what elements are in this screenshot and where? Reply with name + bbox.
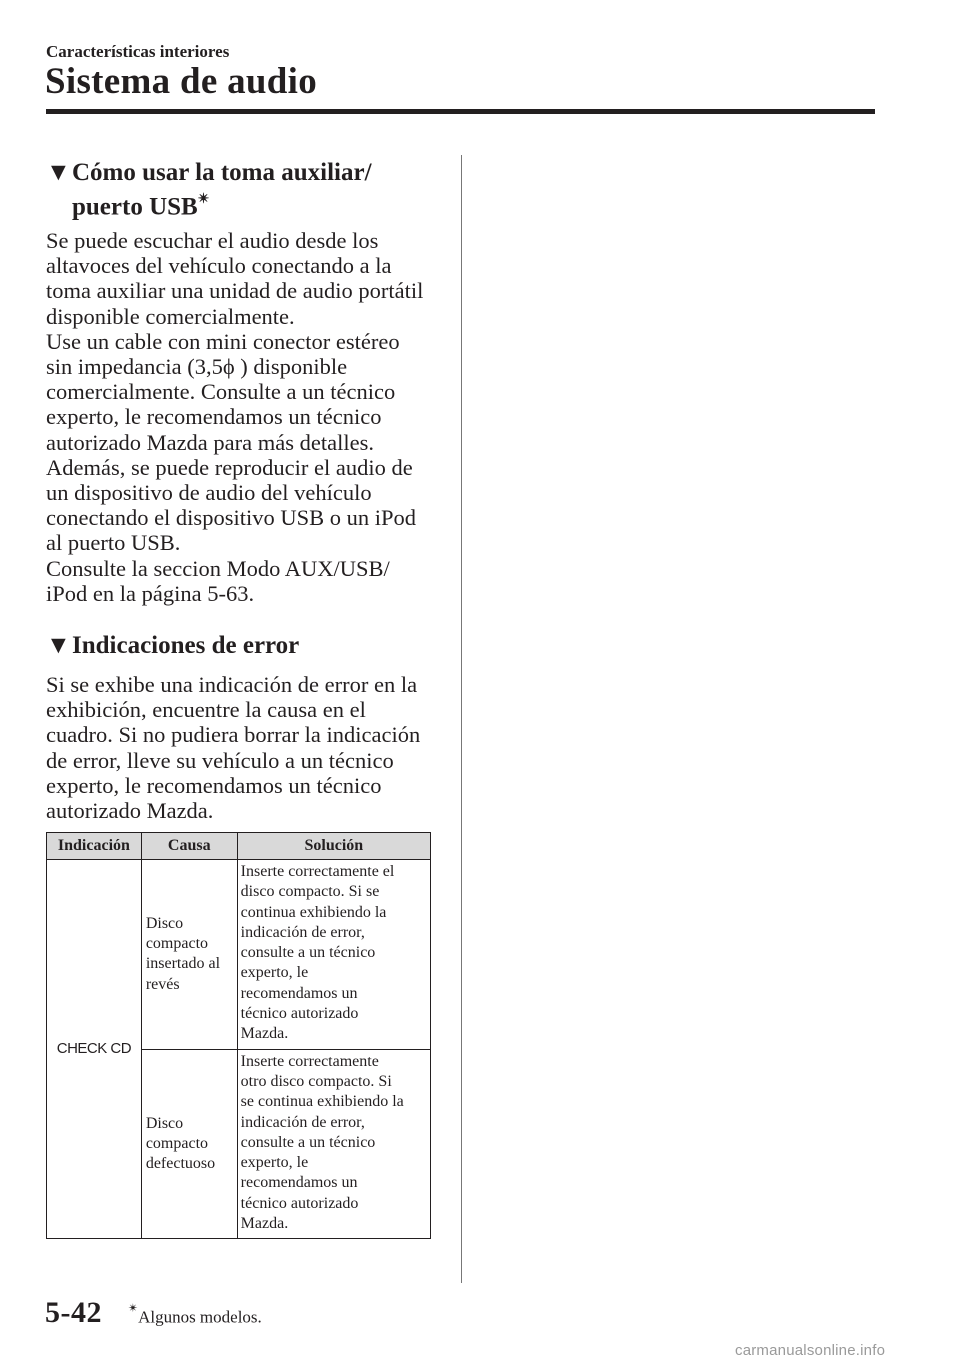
cause-line: defectuoso [145, 1155, 216, 1173]
solution-line: disco compacto. Si se [240, 883, 380, 901]
paragraph-line: sin impedancia (3,5ϕ ) disponible [46, 354, 348, 380]
solution-line: Mazda. [240, 1025, 289, 1043]
title-rule [46, 109, 875, 114]
indication-cell: CHECK CD [47, 860, 142, 1239]
footnote [128, 1301, 262, 1328]
watermark: carmanualsonline.info [735, 1342, 886, 1359]
header-causa: Causa [141, 833, 237, 860]
paragraph-line: autorizado Mazda. [46, 798, 214, 824]
solution-line: se continua exhibiendo la [240, 1093, 404, 1111]
paragraph-line: autorizado Mazda para más detalles. [46, 429, 374, 455]
paragraph-line: iPod en la página 5-63. [46, 580, 255, 606]
solution-line: Mazda. [240, 1215, 289, 1233]
paragraph-line: Use un cable con mini conector estéreo [46, 328, 400, 354]
cause-line: insertado al [145, 955, 221, 973]
page-title: Sistema de audio [45, 61, 318, 102]
solution-line: indicación de error, [240, 1113, 365, 1131]
asterisk-star-icon: ✴ [128, 1301, 139, 1315]
cause-line: compacto [145, 935, 209, 953]
solution-cell [237, 1049, 430, 1239]
paragraph-line: cuadro. Si no pudiera borrar la indicación [46, 722, 421, 748]
solution-line: técnico autorizado [240, 1005, 359, 1023]
paragraph-line: conectando el dispositivo USB o un iPod [46, 505, 416, 531]
paragraph-line: Se puede escuchar el audio desde los [46, 228, 379, 253]
solution-line: Inserte correctamente [240, 1052, 379, 1070]
paragraph-line: disponible comercialmente. [46, 303, 295, 329]
heading-line-2: puerto USB [72, 193, 198, 221]
paragraph-line: al puerto USB. [46, 530, 181, 556]
section-aux-usb-body [46, 228, 436, 606]
heading-line-1: Cómo usar la toma auxiliar/ [72, 159, 372, 186]
section-aux-usb-heading [46, 158, 436, 221]
section-error-heading [46, 631, 436, 660]
page-number: 5-42 [45, 1296, 102, 1329]
solution-line: otro disco compacto. Si [240, 1072, 392, 1090]
solution-line: experto, le [240, 964, 309, 982]
asterisk-star-icon: ✴ [197, 192, 210, 207]
paragraph-line: Además, se puede reproducir el audio de [46, 454, 413, 480]
paragraph-line: altavoces del vehículo conectando a la [46, 253, 392, 279]
header-solucion: Solución [237, 833, 430, 860]
column-divider [461, 155, 462, 1283]
cause-cell [141, 1049, 237, 1239]
cause-line: revés [145, 975, 180, 993]
paragraph-line: Si se exhibe una indicación de error en la [46, 672, 418, 697]
footnote-text: Algunos modelos. [138, 1307, 262, 1327]
solution-line: experto, le [240, 1154, 309, 1172]
paragraph-line: comercialmente. Consulte a un técnico [46, 379, 396, 405]
cause-cell [141, 860, 237, 1050]
solution-line: recomendamos un [240, 1174, 358, 1192]
solution-line: técnico autorizado [240, 1194, 359, 1212]
chapter-label: Características interiores [46, 42, 230, 61]
cause-line: Disco [145, 914, 184, 932]
heading-error: Indicaciones de error [72, 632, 300, 659]
cause-line: Disco [145, 1114, 184, 1132]
solution-cell [237, 860, 430, 1050]
solution-line: Inserte correctamente el [240, 863, 395, 880]
paragraph-line: experto, le recomendamos un técnico [46, 404, 382, 430]
section-error-body [46, 672, 436, 823]
solution-line: recomendamos un [240, 984, 358, 1002]
solution-line: consulte a un técnico [240, 1133, 376, 1151]
header-indicacion: Indicación [47, 833, 142, 860]
paragraph-line: de error, lleve su vehículo a un técnico [46, 747, 394, 773]
solution-line: consulte a un técnico [240, 944, 376, 962]
paragraph-line: toma auxiliar una unidad de audio portátil [46, 278, 424, 304]
solution-line: indicación de error, [240, 923, 365, 941]
paragraph-line: un dispositivo de audio del vehículo [46, 480, 372, 506]
error-table [46, 832, 431, 1239]
section-triangle-icon: ▼ [46, 632, 71, 659]
solution-line: continua exhibiendo la [240, 903, 387, 921]
cause-line: compacto [145, 1134, 209, 1152]
table-row [47, 860, 431, 1050]
section-triangle-icon: ▼ [46, 159, 71, 186]
paragraph-line: experto, le recomendamos un técnico [46, 772, 382, 798]
paragraph-line: Consulte la seccion Modo AUX/USB/ [46, 555, 390, 581]
paragraph-line: exhibición, encuentre la causa en el [46, 697, 366, 723]
